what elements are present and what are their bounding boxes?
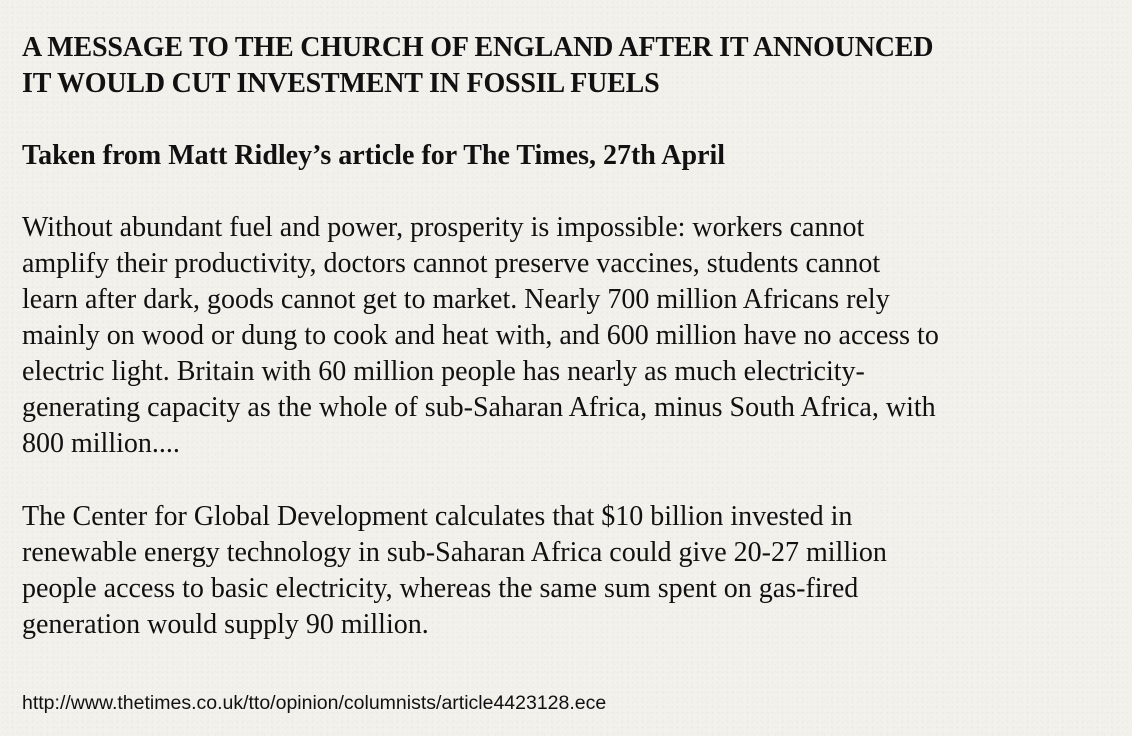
headline-line: A MESSAGE TO THE CHURCH OF ENGLAND AFTER IT ANNOUNCED xyxy=(22,32,934,63)
paragraph-line: The Center for Global Development calculates that $10 billion invested in xyxy=(22,501,853,532)
body-paragraph-2 xyxy=(22,499,1112,643)
paragraph-line: renewable energy technology in sub-Saharan Africa could give 20-27 million xyxy=(22,537,887,568)
paragraph-line: Without abundant fuel and power, prosperity is impossible: workers cannot xyxy=(22,212,865,243)
body-paragraph-1 xyxy=(22,210,1112,462)
paragraph-line: generation would supply 90 million. xyxy=(22,609,429,640)
paragraph-line: learn after dark, goods cannot get to market. Nearly 700 million Africans rely xyxy=(22,284,890,315)
byline: Taken from Matt Ridley’s article for The Times, 27th April xyxy=(22,140,726,171)
paragraph-line: people access to basic electricity, whereas the same sum spent on gas-fired xyxy=(22,573,859,604)
paragraph-line: mainly on wood or dung to cook and heat with, and 600 million have no access to xyxy=(22,320,939,351)
paragraph-line: amplify their productivity, doctors cannot preserve vaccines, students cannot xyxy=(22,248,881,279)
document xyxy=(22,30,1112,715)
paragraph-line: 800 million.... xyxy=(22,428,180,459)
headline xyxy=(22,30,1112,102)
paragraph-line: electric light. Britain with 60 million people has nearly as much electricity- xyxy=(22,356,865,387)
source-url-link[interactable]: http://www.thetimes.co.uk/tto/opinion/columnists/article4423128.ece xyxy=(22,692,607,714)
paragraph-line: generating capacity as the whole of sub-Saharan Africa, minus South Africa, with xyxy=(22,392,936,423)
headline-line: IT WOULD CUT INVESTMENT IN FOSSIL FUELS xyxy=(22,68,660,99)
